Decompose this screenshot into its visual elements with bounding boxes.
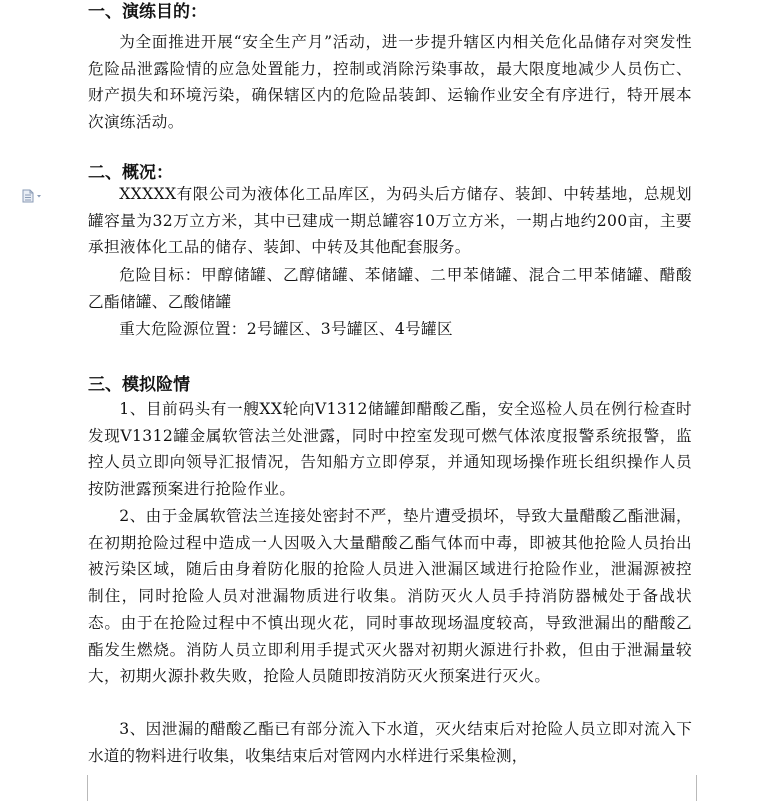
paragraph-hazard-targets: 危险目标：甲醇储罐、乙醇储罐、苯储罐、二甲苯储罐、混合二甲苯储罐、醋酸乙酯储罐、乙酸储罐: [88, 266, 692, 311]
paragraph-incident-1: 1、目前码头有一艘XX轮向V1312储罐卸醋酸乙酯，安全巡检人员在例行检查时发现V1312罐金属软管法兰处泄露，同时中控室发现可燃气体浓度报警系统报警，监控人员立即向领导汇报情况，告知船方立即停泵，并通知现场操作班长组织操作人员按防泄露预案进行抢险作业。: [88, 400, 692, 499]
paragraph-incident-3: 3、因泄漏的醋酸乙酯已有部分流入下水道，灭火结束后对抢险人员立即对流入下水道的物料进行收集，收集结束后对管网内水样进行采集检测，: [88, 720, 692, 765]
section-heading-simulated-incident: 三、模拟险情: [88, 375, 190, 395]
document-icon[interactable]: [22, 188, 44, 202]
paragraph-purpose: 为全面推进开展“安全生产月”活动，进一步提升辖区内相关危化品储存对突发性危险品泄露险情的应急处置能力，控制或消除污染事故，最大限度地减少人员伤亡、财产损失和环境污染，确保辖区内的危险品装卸、运输作业安全有序进行，特开展本次演练活动。: [88, 33, 692, 132]
paragraph-incident-2: 2、由于金属软管法兰连接处密封不严，垫片遭受损坏，导致大量醋酸乙酯泄漏，在初期抢险过程中造成一人因吸入大量醋酸乙酯气体而中毒，即被其他抢险人员抬出被污染区域，随后由身着防化服的抢险人员进入泄漏区域进行抢险作业，泄漏源被控制住，同时抢险人员对泄漏物质进行收集。消防灭火人员手持消防器械处于备战状态。由于在抢险过程中不慎出现火花，同时事故现场温度较高，导致泄漏出的醋酸乙酯发生燃烧。消防人员立即利用手提式灭火器对初期火源进行扑救，但由于泄漏量较大，初期火源扑救失败，抢险人员随即按消防灭火预案进行灭火。: [88, 507, 692, 686]
chevron-down-icon: [37, 195, 41, 198]
paragraph-overview: XXXXX有限公司为液体化工品库区，为码头后方储存、装卸、中转基地，总规划罐容量为32万立方米，其中已建成一期总罐容10万立方米，一期占地约200亩，主要承担液体化工品的储存、装卸、中转及其他配套服务。: [88, 185, 692, 257]
page-crop-mark-right: [696, 775, 717, 801]
section-heading-overview: 二、概况：: [88, 163, 173, 183]
paragraph-major-hazard-location: 重大危险源位置：2号罐区、3号罐区、4号罐区: [119, 320, 453, 338]
page-crop-mark-left: [67, 775, 88, 801]
document-icon-graphic: [22, 189, 44, 203]
section-heading-purpose: 一、演练目的：: [88, 2, 207, 22]
